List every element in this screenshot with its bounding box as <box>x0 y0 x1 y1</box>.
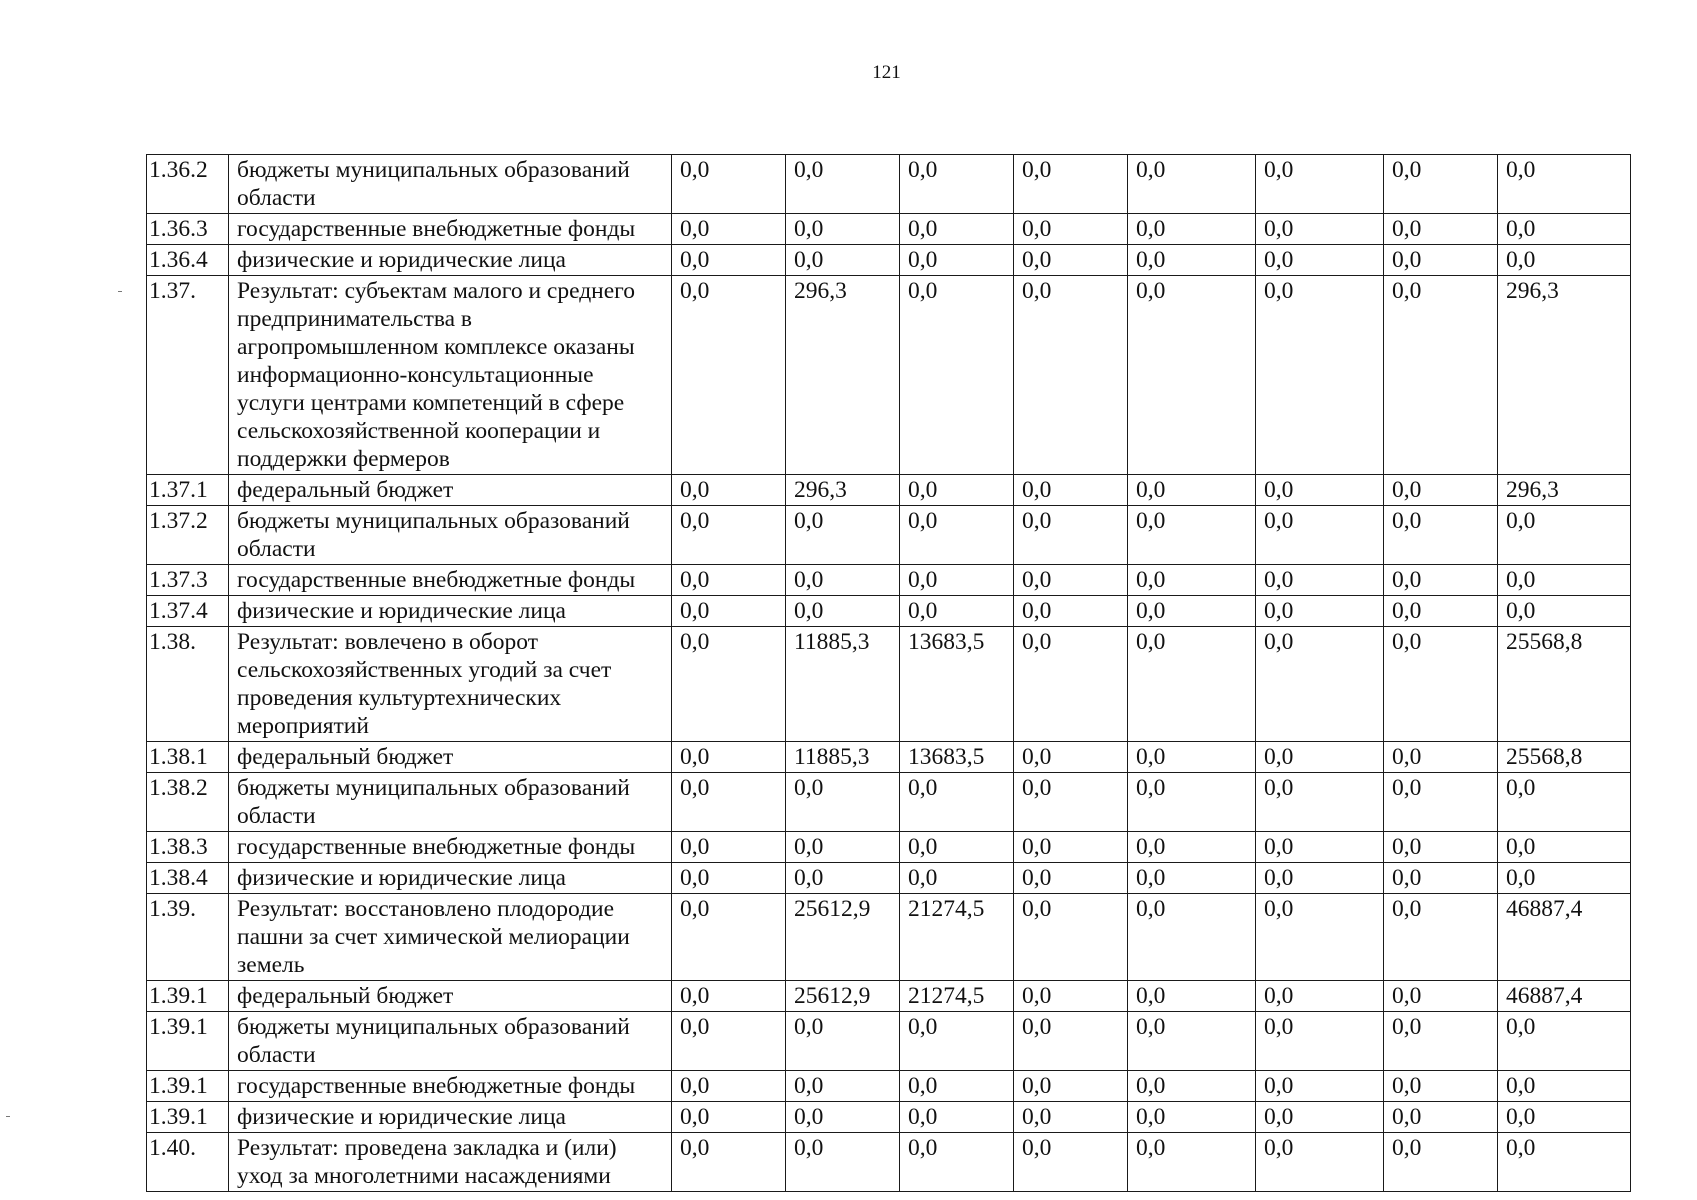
value-cell: 0,0 <box>1014 475 1128 506</box>
value-cell: 46887,4 <box>1498 894 1631 981</box>
value-cell: 0,0 <box>672 1012 786 1071</box>
value-cell: 0,0 <box>1128 475 1256 506</box>
value-cell: 0,0 <box>1014 1012 1128 1071</box>
value-cell: 0,0 <box>1256 475 1384 506</box>
value-cell: 0,0 <box>900 276 1014 475</box>
value-cell: 0,0 <box>1256 832 1384 863</box>
value-cell: 0,0 <box>900 506 1014 565</box>
value-cell: 296,3 <box>1498 276 1631 475</box>
value-cell: 0,0 <box>900 245 1014 276</box>
row-name: федеральный бюджет <box>229 981 672 1012</box>
value-cell: 0,0 <box>786 832 900 863</box>
value-cell: 0,0 <box>1384 155 1498 214</box>
row-code: 1.36.3 <box>147 214 229 245</box>
row-code: 1.38.3 <box>147 832 229 863</box>
row-name: государственные внебюджетные фонды <box>229 214 672 245</box>
value-cell: 0,0 <box>1384 1133 1498 1192</box>
table-row <box>147 565 1631 596</box>
value-cell: 0,0 <box>786 155 900 214</box>
value-cell: 46887,4 <box>1498 981 1631 1012</box>
value-cell: 0,0 <box>1128 863 1256 894</box>
row-code: 1.36.2 <box>147 155 229 214</box>
value-cell: 0,0 <box>1014 894 1128 981</box>
row-name: Результат: субъектам малого и среднего предпринимательства в агропромышленном комплексе оказаны информационно-консультационные услуги центрами компетенций в сфере сельскохозяйственной кооперации и поддержки фермеров <box>229 276 672 475</box>
value-cell: 0,0 <box>786 1102 900 1133</box>
value-cell: 0,0 <box>786 214 900 245</box>
row-name: физические и юридические лица <box>229 596 672 627</box>
page-number: 121 <box>872 62 901 83</box>
value-cell: 0,0 <box>1384 981 1498 1012</box>
table-row <box>147 1102 1631 1133</box>
value-cell: 0,0 <box>672 773 786 832</box>
value-cell: 0,0 <box>672 155 786 214</box>
value-cell: 296,3 <box>786 276 900 475</box>
value-cell: 0,0 <box>786 863 900 894</box>
value-cell: 0,0 <box>1384 506 1498 565</box>
value-cell: 11885,3 <box>786 742 900 773</box>
value-cell: 0,0 <box>1498 1102 1631 1133</box>
value-cell: 0,0 <box>1256 214 1384 245</box>
value-cell: 0,0 <box>1498 245 1631 276</box>
value-cell: 0,0 <box>672 506 786 565</box>
value-cell: 0,0 <box>1256 155 1384 214</box>
value-cell: 0,0 <box>1014 773 1128 832</box>
row-code: 1.38.1 <box>147 742 229 773</box>
value-cell: 0,0 <box>1014 1102 1128 1133</box>
value-cell: 0,0 <box>786 1071 900 1102</box>
value-cell: 0,0 <box>1128 565 1256 596</box>
value-cell: 0,0 <box>1128 832 1256 863</box>
table-row <box>147 981 1631 1012</box>
value-cell: 0,0 <box>900 773 1014 832</box>
row-name: бюджеты муниципальных образований области <box>229 1012 672 1071</box>
row-name: государственные внебюджетные фонды <box>229 1071 672 1102</box>
table-row <box>147 596 1631 627</box>
value-cell: 0,0 <box>1498 773 1631 832</box>
table-row <box>147 506 1631 565</box>
value-cell: 0,0 <box>1128 214 1256 245</box>
table-row <box>147 1133 1631 1192</box>
row-name: Результат: вовлечено в оборот сельскохозяйственных угодий за счет проведения культуртехнических мероприятий <box>229 627 672 742</box>
value-cell: 0,0 <box>786 565 900 596</box>
table-row <box>147 773 1631 832</box>
value-cell: 0,0 <box>786 1133 900 1192</box>
table-row <box>147 475 1631 506</box>
value-cell: 0,0 <box>1128 773 1256 832</box>
value-cell: 0,0 <box>1384 627 1498 742</box>
value-cell: 0,0 <box>672 863 786 894</box>
table-row <box>147 1071 1631 1102</box>
value-cell: 0,0 <box>900 565 1014 596</box>
value-cell: 0,0 <box>1014 506 1128 565</box>
row-name: физические и юридические лица <box>229 1102 672 1133</box>
value-cell: 0,0 <box>1256 773 1384 832</box>
row-code: 1.39.1 <box>147 1071 229 1102</box>
value-cell: 0,0 <box>1498 832 1631 863</box>
value-cell: 0,0 <box>1498 214 1631 245</box>
value-cell: 0,0 <box>672 1133 786 1192</box>
value-cell: 0,0 <box>1256 894 1384 981</box>
value-cell: 0,0 <box>672 832 786 863</box>
table-row <box>147 276 1631 475</box>
value-cell: 0,0 <box>1128 1071 1256 1102</box>
table-row <box>147 894 1631 981</box>
value-cell: 0,0 <box>672 214 786 245</box>
value-cell: 0,0 <box>1498 565 1631 596</box>
value-cell: 21274,5 <box>900 894 1014 981</box>
value-cell: 0,0 <box>1498 596 1631 627</box>
value-cell: 11885,3 <box>786 627 900 742</box>
value-cell: 0,0 <box>1014 863 1128 894</box>
value-cell: 25612,9 <box>786 894 900 981</box>
table-row <box>147 214 1631 245</box>
value-cell: 0,0 <box>672 475 786 506</box>
value-cell: 0,0 <box>1014 832 1128 863</box>
row-name: федеральный бюджет <box>229 475 672 506</box>
value-cell: 0,0 <box>1128 894 1256 981</box>
table-row <box>147 863 1631 894</box>
value-cell: 0,0 <box>1014 596 1128 627</box>
value-cell: 0,0 <box>672 1102 786 1133</box>
value-cell: 0,0 <box>672 245 786 276</box>
value-cell: 0,0 <box>900 1102 1014 1133</box>
value-cell: 0,0 <box>672 742 786 773</box>
value-cell: 0,0 <box>1384 1071 1498 1102</box>
value-cell: 0,0 <box>672 981 786 1012</box>
row-name: физические и юридические лица <box>229 245 672 276</box>
budget-table <box>146 154 1631 1192</box>
value-cell: 0,0 <box>1256 863 1384 894</box>
value-cell: 13683,5 <box>900 742 1014 773</box>
value-cell: 0,0 <box>900 1071 1014 1102</box>
value-cell: 13683,5 <box>900 627 1014 742</box>
value-cell: 0,0 <box>1014 276 1128 475</box>
row-name: бюджеты муниципальных образований области <box>229 155 672 214</box>
value-cell: 0,0 <box>786 596 900 627</box>
value-cell: 0,0 <box>672 276 786 475</box>
value-cell: 0,0 <box>786 1012 900 1071</box>
value-cell: 0,0 <box>1014 1071 1128 1102</box>
value-cell: 0,0 <box>1384 565 1498 596</box>
value-cell: 0,0 <box>1256 245 1384 276</box>
row-name: государственные внебюджетные фонды <box>229 832 672 863</box>
value-cell: 25568,8 <box>1498 627 1631 742</box>
value-cell: 0,0 <box>672 1071 786 1102</box>
value-cell: 0,0 <box>1014 1133 1128 1192</box>
value-cell: 0,0 <box>1384 832 1498 863</box>
value-cell: 0,0 <box>1014 742 1128 773</box>
row-code: 1.39.1 <box>147 1012 229 1071</box>
value-cell: 0,0 <box>1498 1133 1631 1192</box>
row-code: 1.40. <box>147 1133 229 1192</box>
value-cell: 0,0 <box>1256 1102 1384 1133</box>
row-code: 1.38.4 <box>147 863 229 894</box>
value-cell: 0,0 <box>1384 214 1498 245</box>
row-code: 1.36.4 <box>147 245 229 276</box>
value-cell: 0,0 <box>672 596 786 627</box>
value-cell: 0,0 <box>1256 742 1384 773</box>
value-cell: 0,0 <box>1384 245 1498 276</box>
value-cell: 0,0 <box>1384 863 1498 894</box>
table-row <box>147 627 1631 742</box>
value-cell: 0,0 <box>1128 1012 1256 1071</box>
value-cell: 25568,8 <box>1498 742 1631 773</box>
value-cell: 0,0 <box>1128 742 1256 773</box>
scan-mark-left <box>118 291 122 292</box>
value-cell: 0,0 <box>1498 1012 1631 1071</box>
value-cell: 0,0 <box>1014 214 1128 245</box>
value-cell: 0,0 <box>900 832 1014 863</box>
value-cell: 0,0 <box>1384 1012 1498 1071</box>
row-code: 1.37.4 <box>147 596 229 627</box>
value-cell: 0,0 <box>1256 1071 1384 1102</box>
table-row <box>147 155 1631 214</box>
value-cell: 0,0 <box>1256 1133 1384 1192</box>
row-code: 1.38.2 <box>147 773 229 832</box>
value-cell: 0,0 <box>1384 596 1498 627</box>
value-cell: 0,0 <box>1128 627 1256 742</box>
table-row <box>147 742 1631 773</box>
row-name: физические и юридические лица <box>229 863 672 894</box>
value-cell: 0,0 <box>786 506 900 565</box>
value-cell: 0,0 <box>1384 742 1498 773</box>
row-name: Результат: проведена закладка и (или) уход за многолетними насаждениями <box>229 1133 672 1192</box>
value-cell: 0,0 <box>1256 981 1384 1012</box>
value-cell: 0,0 <box>900 155 1014 214</box>
row-code: 1.37.2 <box>147 506 229 565</box>
value-cell: 0,0 <box>1256 627 1384 742</box>
value-cell: 0,0 <box>1128 276 1256 475</box>
value-cell: 0,0 <box>1014 245 1128 276</box>
value-cell: 0,0 <box>1498 506 1631 565</box>
scan-mark-bottom-left <box>6 1116 10 1117</box>
value-cell: 25612,9 <box>786 981 900 1012</box>
value-cell: 0,0 <box>1498 863 1631 894</box>
row-name: бюджеты муниципальных образований области <box>229 773 672 832</box>
value-cell: 0,0 <box>1014 565 1128 596</box>
row-name: федеральный бюджет <box>229 742 672 773</box>
table-row <box>147 1012 1631 1071</box>
value-cell: 0,0 <box>672 565 786 596</box>
value-cell: 0,0 <box>1384 1102 1498 1133</box>
value-cell: 0,0 <box>1128 981 1256 1012</box>
row-code: 1.39.1 <box>147 981 229 1012</box>
value-cell: 0,0 <box>1256 596 1384 627</box>
value-cell: 0,0 <box>900 1012 1014 1071</box>
value-cell: 0,0 <box>1128 506 1256 565</box>
value-cell: 0,0 <box>672 894 786 981</box>
row-code: 1.39. <box>147 894 229 981</box>
value-cell: 0,0 <box>672 627 786 742</box>
value-cell: 0,0 <box>1256 276 1384 475</box>
table-row <box>147 832 1631 863</box>
value-cell: 0,0 <box>900 863 1014 894</box>
row-name: бюджеты муниципальных образований области <box>229 506 672 565</box>
value-cell: 296,3 <box>1498 475 1631 506</box>
value-cell: 0,0 <box>786 245 900 276</box>
value-cell: 0,0 <box>1384 773 1498 832</box>
value-cell: 0,0 <box>900 475 1014 506</box>
value-cell: 296,3 <box>786 475 900 506</box>
value-cell: 0,0 <box>1128 245 1256 276</box>
row-code: 1.37. <box>147 276 229 475</box>
value-cell: 0,0 <box>900 214 1014 245</box>
value-cell: 0,0 <box>1384 894 1498 981</box>
value-cell: 0,0 <box>786 773 900 832</box>
row-code: 1.37.1 <box>147 475 229 506</box>
row-code: 1.39.1 <box>147 1102 229 1133</box>
value-cell: 0,0 <box>1128 1133 1256 1192</box>
value-cell: 0,0 <box>1256 506 1384 565</box>
value-cell: 0,0 <box>1014 981 1128 1012</box>
value-cell: 0,0 <box>1498 155 1631 214</box>
table-row <box>147 245 1631 276</box>
value-cell: 0,0 <box>1128 596 1256 627</box>
row-name: государственные внебюджетные фонды <box>229 565 672 596</box>
value-cell: 0,0 <box>1256 1012 1384 1071</box>
row-name: Результат: восстановлено плодородие пашни за счет химической мелиорации земель <box>229 894 672 981</box>
row-code: 1.38. <box>147 627 229 742</box>
value-cell: 0,0 <box>1384 276 1498 475</box>
value-cell: 0,0 <box>1014 155 1128 214</box>
value-cell: 0,0 <box>900 596 1014 627</box>
value-cell: 0,0 <box>1256 565 1384 596</box>
value-cell: 0,0 <box>1128 1102 1256 1133</box>
value-cell: 0,0 <box>1014 627 1128 742</box>
value-cell: 21274,5 <box>900 981 1014 1012</box>
value-cell: 0,0 <box>1384 475 1498 506</box>
value-cell: 0,0 <box>1128 155 1256 214</box>
value-cell: 0,0 <box>900 1133 1014 1192</box>
value-cell: 0,0 <box>1498 1071 1631 1102</box>
row-code: 1.37.3 <box>147 565 229 596</box>
